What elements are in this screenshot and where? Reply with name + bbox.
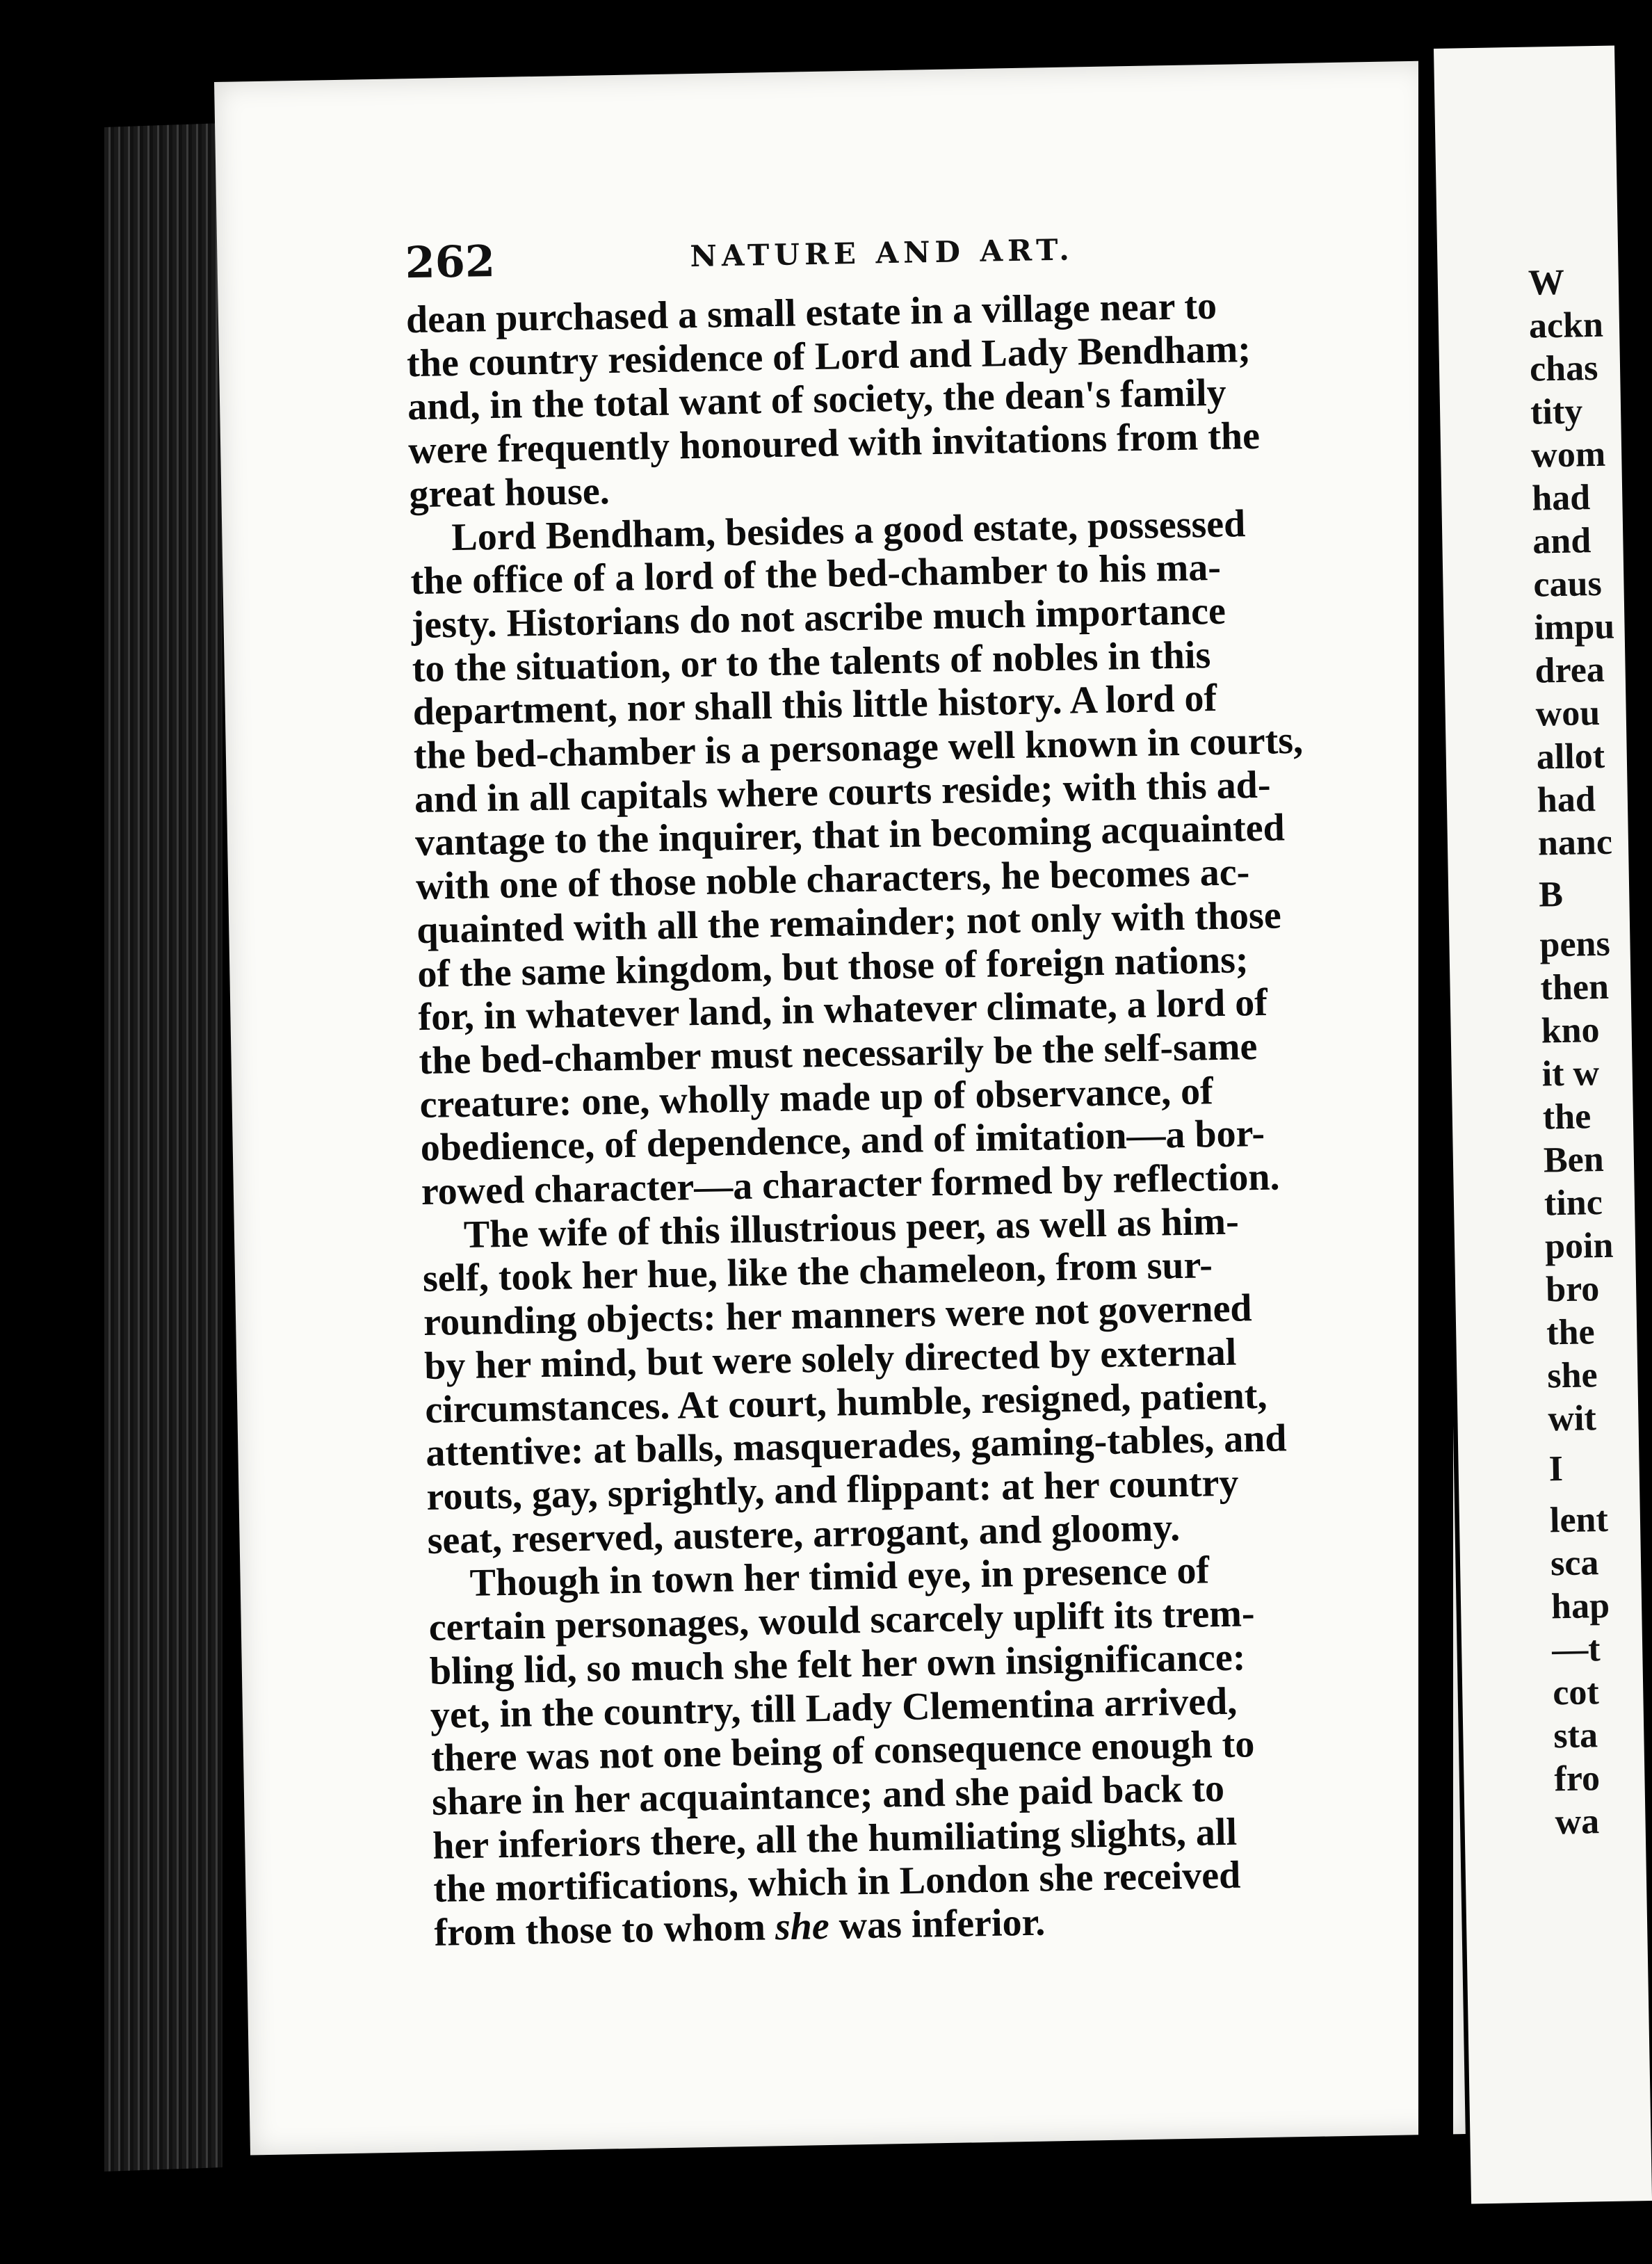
facing-page-fragment: wa	[1555, 1802, 1600, 1843]
text-line: from those to whom she was inferior.	[433, 1900, 1046, 1955]
facing-page-fragment: poin	[1544, 1225, 1614, 1267]
text-line: Though in town her timid eye, in presence of	[469, 1549, 1210, 1606]
text-line: share in her acquaintance; and she paid back to	[431, 1766, 1225, 1824]
body-text	[405, 283, 1338, 1955]
paragraph	[405, 283, 1313, 517]
facing-page-fragment: then	[1540, 967, 1610, 1008]
text-line: bling lid, so much she felt her own insignificance:	[429, 1635, 1246, 1693]
facing-page-fragment: it w	[1541, 1053, 1600, 1094]
text-line: creature: one, wholly made up of observance, of	[419, 1069, 1214, 1126]
facing-page-fragment: W	[1528, 262, 1565, 303]
paragraph	[428, 1547, 1338, 1955]
text-line: there was not one being of consequence enough to	[430, 1722, 1255, 1781]
text-line: Lord Bendham, besides a good estate, possessed	[451, 501, 1246, 559]
text-line: great house.	[408, 469, 610, 517]
page-number: 262	[404, 235, 496, 289]
facing-page-fragment: B	[1538, 874, 1564, 915]
text-line: attentive: at balls, masquerades, gaming-tables, and	[425, 1416, 1288, 1475]
text-line: the office of a lord of the bed-chamber to his ma-	[410, 546, 1222, 604]
text-line: routs, gay, sprightly, and flippant: at her country	[426, 1461, 1239, 1519]
facing-page-fragment: had	[1537, 779, 1596, 820]
text-line: dean purchased a small estate in a village near to	[405, 284, 1217, 342]
facing-page	[1434, 45, 1652, 2204]
facing-page-fragment: hap	[1550, 1585, 1610, 1627]
facing-page-fragment: had	[1531, 478, 1591, 519]
facing-page-fragment: fro	[1553, 1758, 1601, 1800]
text-line: and, in the total want of society, the dean's family	[407, 371, 1227, 429]
facing-page-fragment: the	[1546, 1312, 1596, 1353]
page-block-edge	[104, 123, 222, 2172]
facing-page-fragment: caus	[1532, 563, 1603, 605]
text-line: the country residence of Lord and Lady Bendham;	[406, 327, 1252, 385]
facing-page-fragment: sta	[1553, 1715, 1598, 1756]
facing-page-fragment: cot	[1552, 1672, 1600, 1713]
text-line: by her mind, but were solely directed by external	[423, 1330, 1237, 1388]
facing-page-fragment: wom	[1530, 434, 1606, 476]
facing-page-fragment: sca	[1550, 1543, 1599, 1584]
facing-page-fragment: I	[1548, 1449, 1564, 1489]
text-line: quainted with all the remainder; not only with those	[416, 894, 1282, 952]
facing-page-fragment: and	[1532, 521, 1592, 562]
facing-page-fragment: —t	[1551, 1629, 1601, 1670]
text-line: circumstances. At court, humble, resigned, patient,	[424, 1373, 1268, 1432]
paragraph	[410, 501, 1325, 1214]
text-line: the mortifications, which in London she received	[432, 1853, 1241, 1911]
facing-page-fragment: bro	[1545, 1269, 1600, 1310]
facing-page-fragment: allot	[1536, 736, 1605, 777]
facing-page-fragment: ackn	[1528, 305, 1604, 346]
facing-page-fragment: Ben	[1543, 1139, 1605, 1181]
text-line: obedience, of dependence, and of imitation—a bor-	[420, 1112, 1265, 1170]
facing-page-fragment: kno	[1541, 1010, 1601, 1051]
text-line: certain personages, would scarcely uplift its trem-	[428, 1592, 1255, 1650]
facing-page-fragment: chas	[1529, 348, 1598, 389]
text-line: her inferiors there, all the humiliating slights, all	[432, 1810, 1238, 1868]
text-line: the bed-chamber is a personage well known in courts,	[413, 718, 1304, 778]
text-line: and in all capitals where courts reside; with this ad-	[414, 763, 1271, 821]
text-line: with one of those noble characters, he becomes ac-	[415, 850, 1250, 909]
left-page	[214, 60, 1466, 2155]
text-line: were frequently honoured with invitations from the	[407, 414, 1261, 473]
text-line: the bed-chamber must necessarily be the self-same	[419, 1024, 1258, 1083]
facing-page-fragment: drea	[1534, 649, 1605, 691]
facing-page-fragment: the	[1542, 1097, 1592, 1138]
facing-page-fragment: pens	[1539, 923, 1611, 965]
text-line: department, nor shall this little history. A lord of	[412, 677, 1217, 734]
facing-page-fragment: lent	[1549, 1499, 1609, 1541]
facing-page-fragment: wou	[1535, 693, 1601, 734]
paragraph	[421, 1198, 1331, 1562]
text-line: vantage to the inquirer, that in becoming acquainted	[414, 806, 1286, 865]
text-line: rounding objects: her manners were not governed	[423, 1286, 1253, 1345]
text-line: rowed character—a character formed by reflection.	[421, 1155, 1280, 1214]
facing-page-fragment: tinc	[1544, 1183, 1603, 1224]
facing-page-fragment: wit	[1547, 1398, 1597, 1439]
running-head: NATURE AND ART.	[690, 232, 1075, 274]
text-line: of the same kingdom, but those of foreign nations;	[416, 937, 1249, 996]
text-line: jesty. Historians do not ascribe much importance	[411, 589, 1226, 647]
text-line: The wife of this illustrious peer, as well as him-	[463, 1199, 1240, 1256]
facing-page-fragment: nanc	[1537, 822, 1613, 864]
text-line: yet, in the country, till Lady Clementina arrived,	[430, 1679, 1238, 1737]
text-line: self, took her hue, like the chameleon, from sur-	[422, 1243, 1213, 1301]
text-line: seat, reserved, austere, arrogant, and gloomy.	[427, 1505, 1181, 1562]
facing-page-fragment: she	[1546, 1355, 1598, 1396]
text-line: to the situation, or to the talents of nobles in this	[412, 633, 1211, 690]
facing-page-fragment: impu	[1534, 606, 1615, 648]
text-line: for, in whatever land, in whatever climate, a lord of	[417, 981, 1268, 1040]
facing-page-fragment: tity	[1530, 391, 1583, 432]
